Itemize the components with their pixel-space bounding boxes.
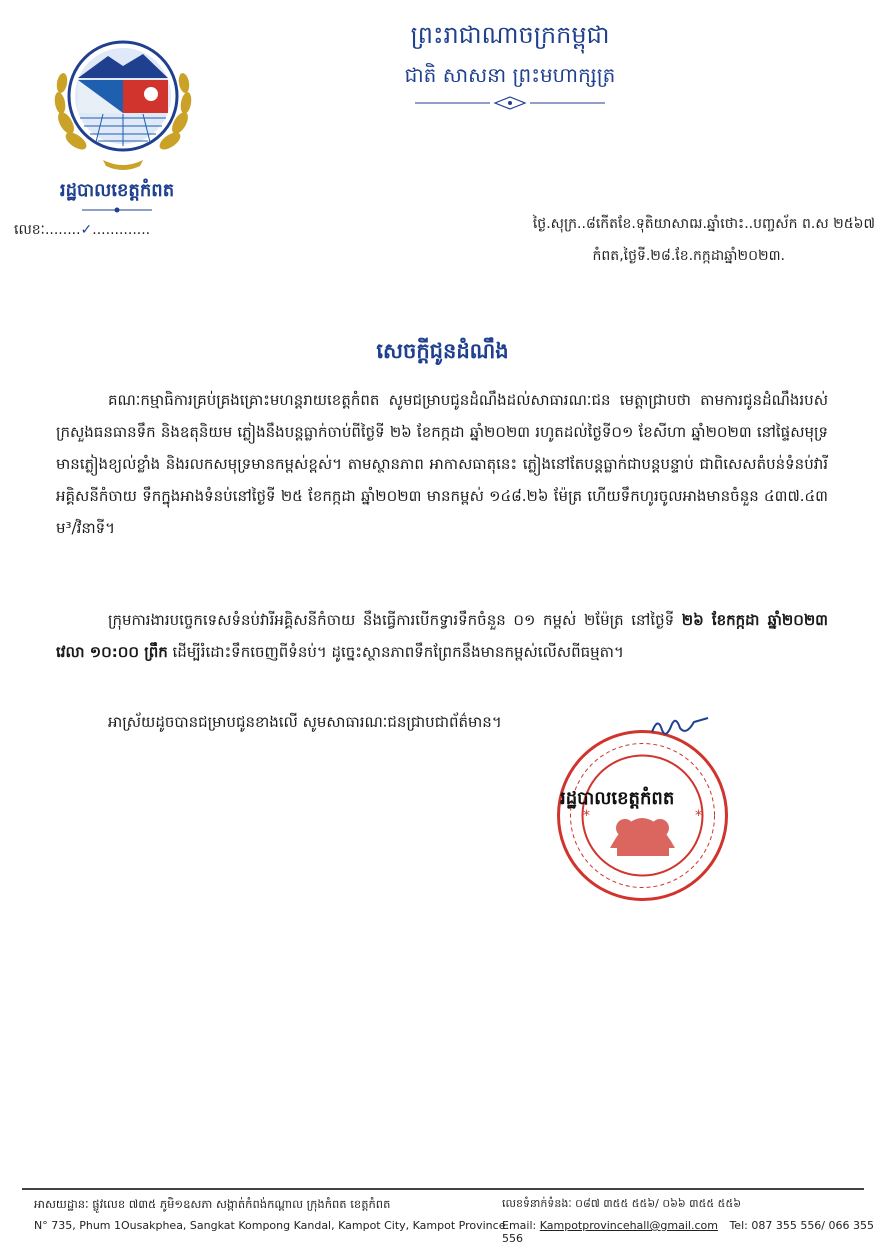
paragraph-2-end: ដើម្បីរំដោះទឹកចេញពីទំនប់។ ដូច្នេះស្ថានភាពទឹកព្រែកនឹងមានកម្ពស់លើសពីធម្មតា។	[167, 643, 624, 661]
paragraph-2	[56, 604, 828, 668]
reference-dots: ........	[44, 222, 81, 238]
ornament-divider-icon	[82, 206, 152, 214]
footer-contact	[502, 1219, 885, 1245]
kampot-administration-logo	[48, 28, 198, 178]
paragraph-2-datetime: ២៦ ខែកក្កដា ឆ្នាំ២០២៣ វេលា ១០:០០ ព្រឹក	[56, 611, 828, 661]
paragraph-2-start: ក្រុមការងារបច្ចេកទេសទំនប់វារីអគ្គិសនីកំចាយ នឹងធ្វើការបើកទ្វារទឹកចំនួន ០១ កម្ពស់ ២ម៉ែត្រ នៅថ្ងៃទី	[108, 611, 682, 629]
signature-icon	[650, 712, 710, 742]
solar-date: កំពត,ថ្ងៃទី.២៨.ខែ.កក្កដាឆ្នាំ២០២៣.	[592, 248, 785, 264]
signer-title: រដ្ឋបាលខេត្តកំពត	[560, 788, 675, 809]
reference-mark: ✓	[80, 222, 93, 238]
reference-label: លេខៈ	[14, 222, 45, 238]
email-label: Email:	[502, 1219, 537, 1232]
reference-dots-after: .............	[92, 222, 151, 238]
notice-title: សេចក្ដីជូនដំណឹង	[376, 339, 509, 363]
footer-divider	[22, 1188, 864, 1190]
header-ornament-icon	[415, 96, 605, 110]
reference-number	[14, 220, 150, 241]
national-motto: ជាតិ សាសនា ព្រះមហាក្សត្រ	[404, 63, 616, 87]
official-seal-icon	[555, 728, 730, 903]
svg-text:*: *	[695, 808, 702, 824]
svg-text:*: *	[583, 808, 590, 824]
email-link[interactable]: Kampotprovincehall@gmail.com	[539, 1219, 718, 1232]
footer-address-khmer: អាសយដ្ឋានៈ ផ្លូវលេខ ៧៣៥ ភូមិ១ឧសភា សង្កាត់កំពង់កណ្ដាល ក្រុងកំពត ខេត្តកំពត	[34, 1197, 391, 1211]
footer-phone-khmer: លេខទំនាក់ទំនងៈ ០៨៧ ៣៥៥ ៥៥៦/ ០៦៦ ៣៥៥ ៥៥៦	[502, 1197, 742, 1210]
lunar-date: ថ្ងៃ.សុក្រ..៨កើតខែ.ទុតិយាសាឍ.ឆ្នាំថោះ..បញ្ចស័ក ព.ស ២៥៦៧	[532, 216, 875, 232]
paragraph-3: អាស្រ័យដូចបានជម្រាបជូនខាងលើ សូមសាធារណៈជនជ្រាបជាព័ត៌មាន។	[108, 713, 502, 731]
paragraph-1: គណៈកម្មាធិការគ្រប់គ្រងគ្រោះមហន្តរាយខេត្តកំពត សូមជម្រាបជូនដំណឹងដល់សាធារណៈជន មេត្តាជ្រាបថា តាមការជូនដំណឹងរបស់ក្រសួងធនធានទឹក និងឧតុនិយម ភ្លៀងនឹងបន្តធ្លាក់ចាប់ពីថ្ងៃទី ២៦ ខែកក្កដា ឆ្នាំ២០២៣ រហូតដល់ថ្ងៃទី០១ ខែសីហា ឆ្នាំ២០២៣ នៅផ្ទៃសមុទ្រមានភ្លៀងខ្យល់ខ្លាំង និងរលកសមុទ្រមានកម្ពស់ខ្ពស់។ តាមស្ថានភាព អាកាសធាតុនេះ ភ្លៀងនៅតែបន្តធ្លាក់ជាបន្តបន្ទាប់ ជាពិសេសតំបន់ទំនប់វារីអគ្គិសនីកំចាយ ទឹកក្នុងអាងទំនប់នៅថ្ងៃទី ២៥ ខែកក្កដា ឆ្នាំ២០២៣ មានកម្ពស់ ១៤៨.២៦ ម៉ែត្រ ហើយទឹកហូរចូលអាងមានចំនួន ៤៣៧.៤៣ ម³/វិនាទី។	[56, 391, 828, 537]
kingdom-title: ព្រះរាជាណាចក្រកម្ពុជា	[410, 21, 610, 49]
footer-tel: Tel: 087 355 556/ 066 355 556	[502, 1219, 874, 1245]
footer-address-english: N° 735, Phum 1Ousakphea, Sangkat Kompong Kandal, Kampot City, Kampot Province.	[34, 1219, 509, 1232]
administration-name: រដ្ឋបាលខេត្តកំពត	[59, 180, 175, 201]
